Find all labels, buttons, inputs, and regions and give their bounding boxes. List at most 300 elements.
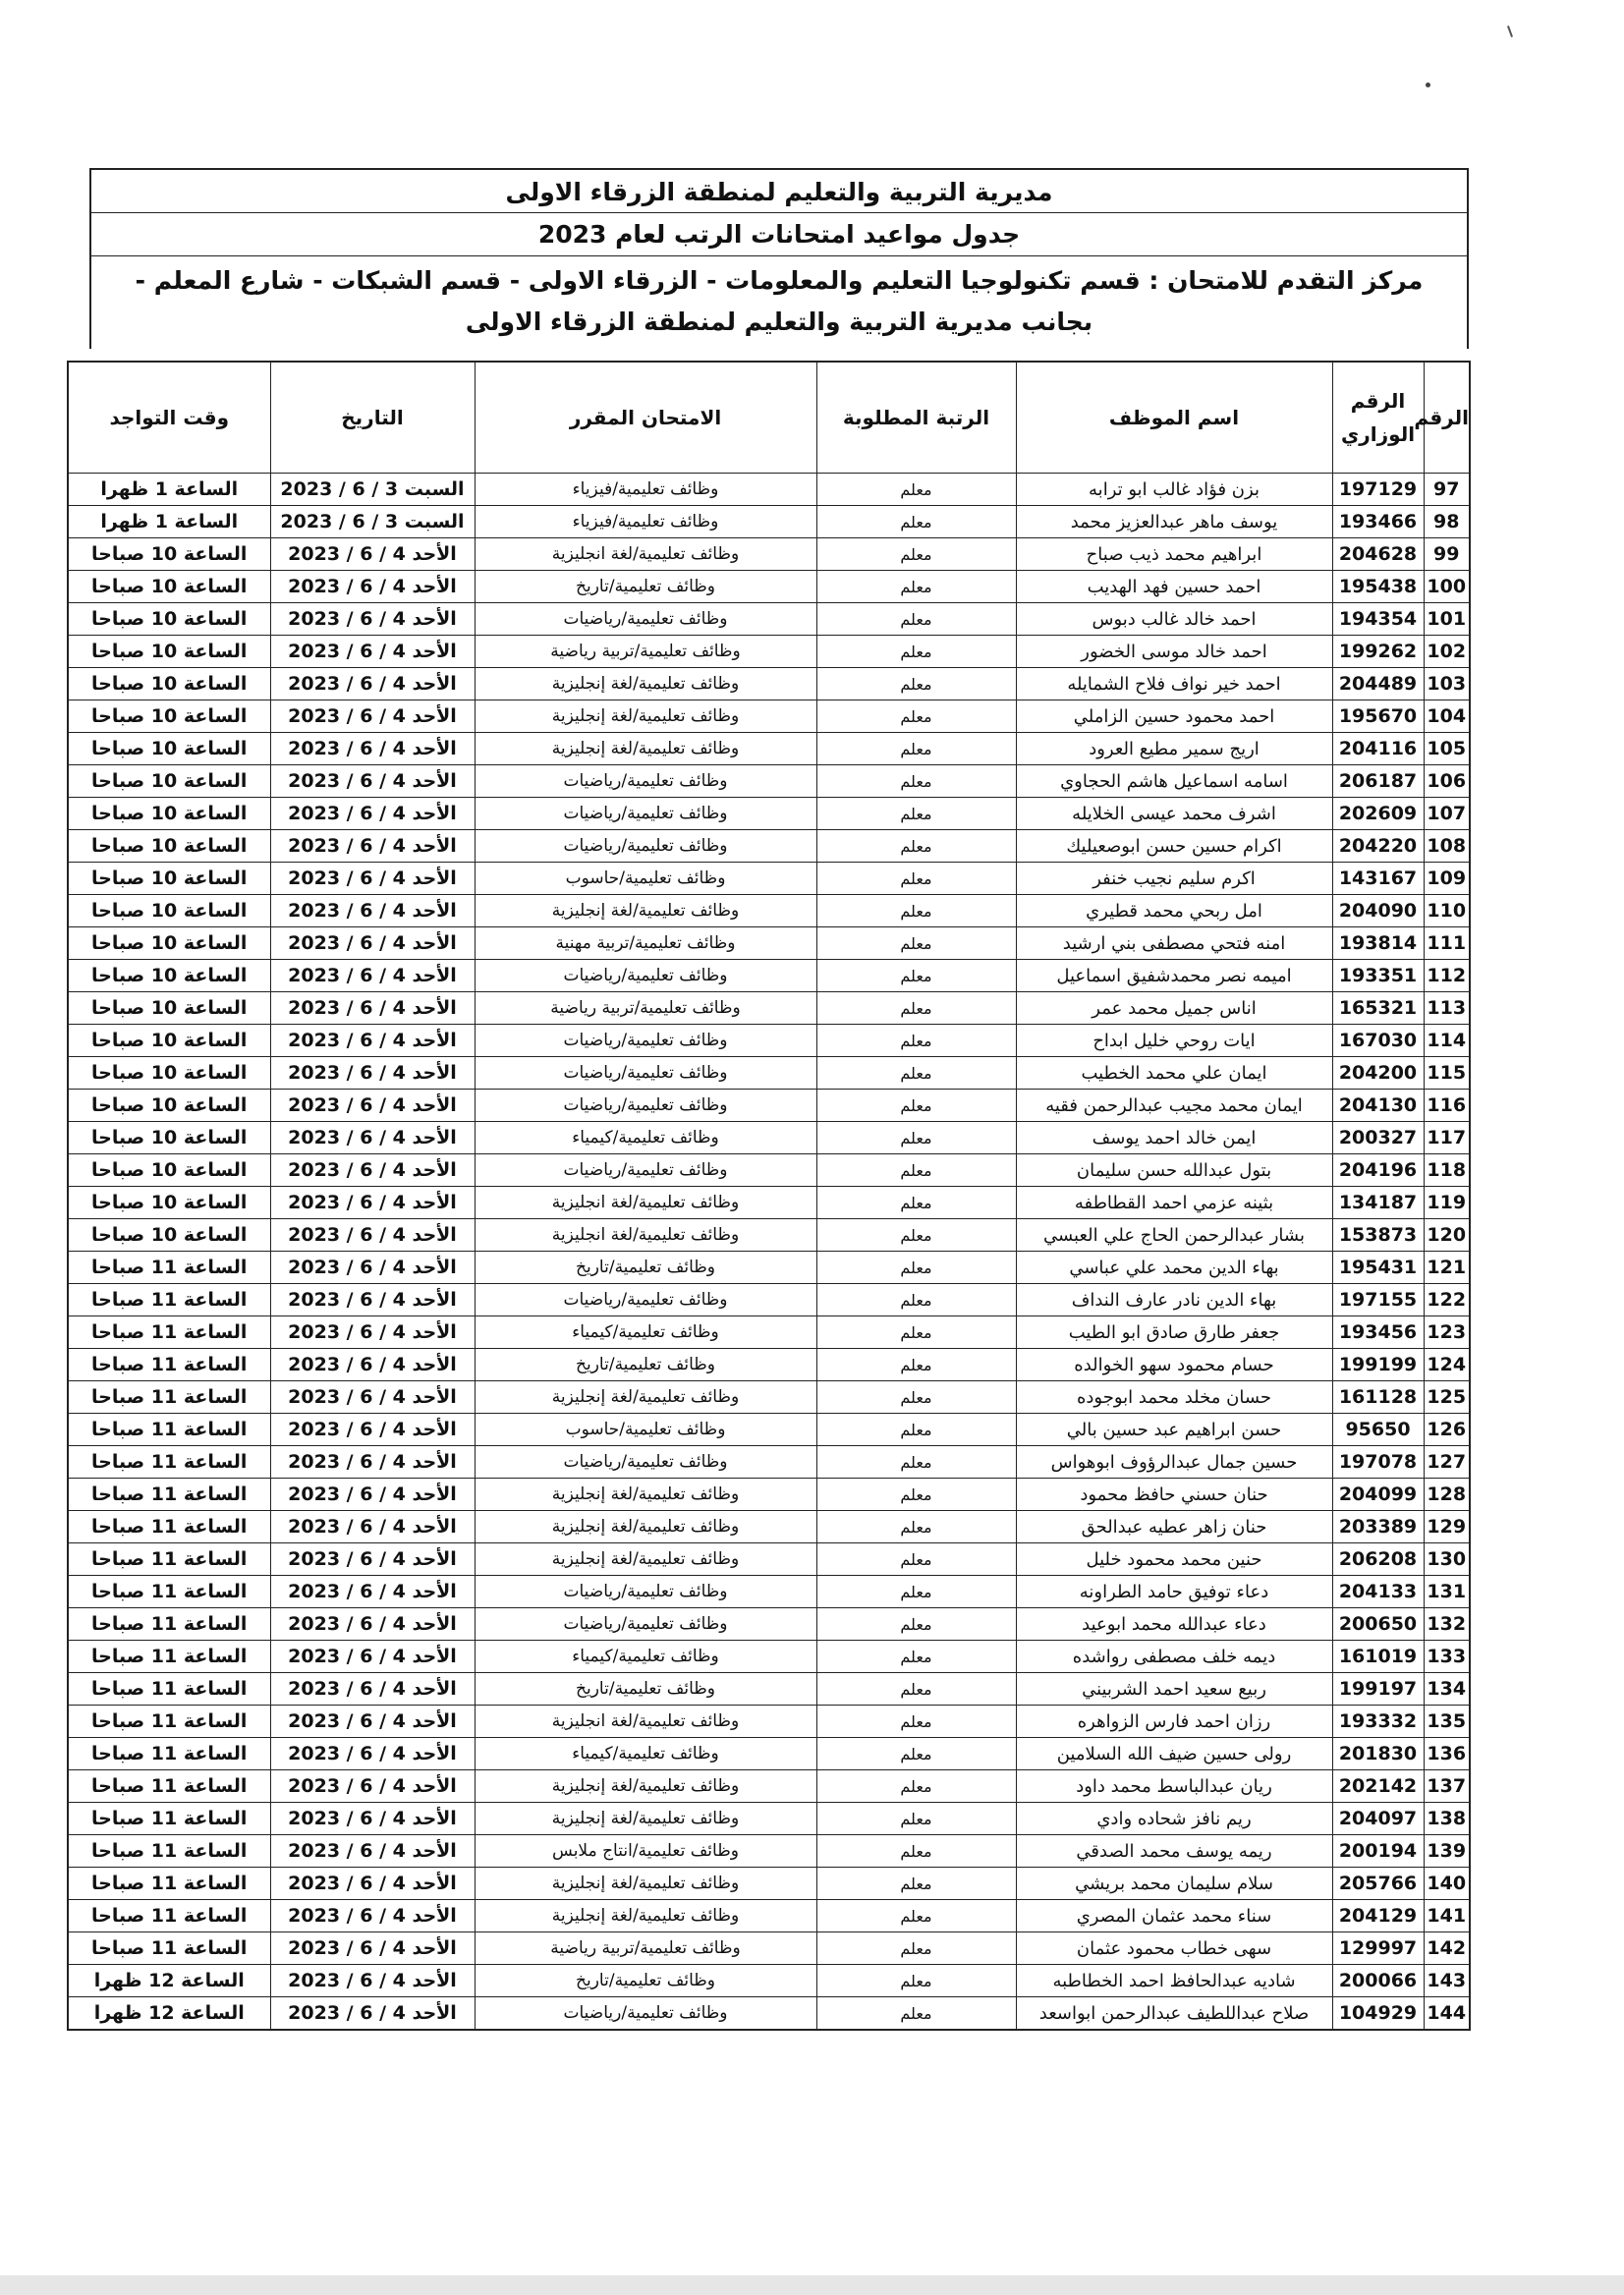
exam-date: الأحد 4 / 6 / 2023 xyxy=(270,1900,475,1932)
exam-date: الأحد 4 / 6 / 2023 xyxy=(270,798,475,830)
employee-name: احمد خير نواف فلاح الشمايله xyxy=(1016,668,1332,700)
table-row xyxy=(68,765,1470,798)
employee-name: امل ربحي محمد قطيري xyxy=(1016,895,1332,927)
scheduled-exam: وظائف تعليمية/تاريخ xyxy=(475,571,816,603)
attendance-time: الساعة 11 صباحا xyxy=(68,1316,270,1349)
row-number: 142 xyxy=(1424,1932,1470,1965)
required-rank: معلم xyxy=(816,1316,1016,1349)
employee-name: احمد خالد غالب دبوس xyxy=(1016,603,1332,636)
ministry-id: 129997 xyxy=(1332,1932,1424,1965)
ministry-id: 201830 xyxy=(1332,1738,1424,1770)
row-number: 143 xyxy=(1424,1965,1470,1997)
employee-name: حنين محمد محمود خليل xyxy=(1016,1543,1332,1576)
scheduled-exam: وظائف تعليمية/لغة إنجليزية xyxy=(475,895,816,927)
table-row xyxy=(68,1803,1470,1835)
ministry-id: 197155 xyxy=(1332,1284,1424,1316)
scheduled-exam: وظائف تعليمية/لغة انجليزية xyxy=(475,1219,816,1252)
table-row xyxy=(68,798,1470,830)
required-rank: معلم xyxy=(816,895,1016,927)
employee-name: ديمه خلف مصطفى رواشده xyxy=(1016,1641,1332,1673)
ministry-id: 195438 xyxy=(1332,571,1424,603)
scheduled-exam: وظائف تعليمية/رياضيات xyxy=(475,1608,816,1641)
row-number: 115 xyxy=(1424,1057,1470,1090)
attendance-time: الساعة 11 صباحا xyxy=(68,1284,270,1316)
attendance-time: الساعة 11 صباحا xyxy=(68,1706,270,1738)
required-rank: معلم xyxy=(816,733,1016,765)
required-rank: معلم xyxy=(816,603,1016,636)
scheduled-exam: وظائف تعليمية/لغة إنجليزية xyxy=(475,1770,816,1803)
table-row xyxy=(68,1835,1470,1868)
required-rank: معلم xyxy=(816,1284,1016,1316)
exam-date: الأحد 4 / 6 / 2023 xyxy=(270,1057,475,1090)
scheduled-exam: وظائف تعليمية/لغة إنجليزية xyxy=(475,733,816,765)
scheduled-exam: وظائف تعليمية/رياضيات xyxy=(475,1446,816,1479)
col-header-name: اسم الموظف xyxy=(1016,362,1332,474)
table-row xyxy=(68,474,1470,506)
ministry-id: 204116 xyxy=(1332,733,1424,765)
required-rank: معلم xyxy=(816,960,1016,992)
employee-name: ريمه يوسف محمد الصدقي xyxy=(1016,1835,1332,1868)
employee-name: اسامه اسماعيل هاشم الحجاوي xyxy=(1016,765,1332,798)
col-header-time: وقت التواجد xyxy=(68,362,270,474)
ministry-id: 167030 xyxy=(1332,1025,1424,1057)
table-row xyxy=(68,700,1470,733)
exam-date: الأحد 4 / 6 / 2023 xyxy=(270,636,475,668)
row-number: 107 xyxy=(1424,798,1470,830)
exam-date: الأحد 4 / 6 / 2023 xyxy=(270,1187,475,1219)
employee-name: صلاح عبداللطيف عبدالرحمن ابواسعد xyxy=(1016,1997,1332,2031)
ministry-id: 200650 xyxy=(1332,1608,1424,1641)
required-rank: معلم xyxy=(816,992,1016,1025)
employee-name: بشار عبدالرحمن الحاج علي العبسي xyxy=(1016,1219,1332,1252)
scheduled-exam: وظائف تعليمية/كيمياء xyxy=(475,1122,816,1154)
ministry-id: 205766 xyxy=(1332,1868,1424,1900)
required-rank: معلم xyxy=(816,506,1016,538)
exam-center-note: مركز التقدم للامتحان : قسم تكنولوجيا التعليم والمعلومات - الزرقاء الاولى - قسم الشبكات - شارع المعلم - بجانب مديرية التربية والتعليم لمنطقة الزرقاء الاولى xyxy=(89,256,1469,349)
ministry-id: 204133 xyxy=(1332,1576,1424,1608)
employee-name: احمد محمود حسين الزاملي xyxy=(1016,700,1332,733)
scheduled-exam: وظائف تعليمية/فيزياء xyxy=(475,474,816,506)
required-rank: معلم xyxy=(816,863,1016,895)
attendance-time: الساعة 11 صباحا xyxy=(68,1349,270,1381)
table-row xyxy=(68,1641,1470,1673)
scheduled-exam: وظائف تعليمية/رياضيات xyxy=(475,1025,816,1057)
col-header-exam: الامتحان المقرر xyxy=(475,362,816,474)
row-number: 138 xyxy=(1424,1803,1470,1835)
table-row xyxy=(68,1900,1470,1932)
scheduled-exam: وظائف تعليمية/رياضيات xyxy=(475,1576,816,1608)
scheduled-exam: وظائف تعليمية/رياضيات xyxy=(475,960,816,992)
exam-date: الأحد 4 / 6 / 2023 xyxy=(270,1738,475,1770)
required-rank: معلم xyxy=(816,1349,1016,1381)
required-rank: معلم xyxy=(816,1868,1016,1900)
table-row xyxy=(68,636,1470,668)
scheduled-exam: وظائف تعليمية/لغة انجليزية xyxy=(475,1187,816,1219)
table-row xyxy=(68,1738,1470,1770)
exam-date: الأحد 4 / 6 / 2023 xyxy=(270,1511,475,1543)
ministry-id: 193466 xyxy=(1332,506,1424,538)
table-row xyxy=(68,1316,1470,1349)
scheduled-exam: وظائف تعليمية/رياضيات xyxy=(475,1154,816,1187)
scheduled-exam: وظائف تعليمية/لغة إنجليزية xyxy=(475,1543,816,1576)
attendance-time: الساعة 11 صباحا xyxy=(68,1446,270,1479)
attendance-time: الساعة 10 صباحا xyxy=(68,1090,270,1122)
exam-date: الأحد 4 / 6 / 2023 xyxy=(270,1479,475,1511)
row-number: 106 xyxy=(1424,765,1470,798)
table-row xyxy=(68,603,1470,636)
ministry-id: 200327 xyxy=(1332,1122,1424,1154)
table-row xyxy=(68,1219,1470,1252)
ministry-id: 204196 xyxy=(1332,1154,1424,1187)
row-number: 135 xyxy=(1424,1706,1470,1738)
scan-footer-band xyxy=(0,2275,1624,2295)
employee-name: اكرم سليم نجيب خنفر xyxy=(1016,863,1332,895)
exam-date: الأحد 4 / 6 / 2023 xyxy=(270,1025,475,1057)
ministry-id: 199199 xyxy=(1332,1349,1424,1381)
scheduled-exam: وظائف تعليمية/لغة إنجليزية xyxy=(475,1479,816,1511)
row-number: 119 xyxy=(1424,1187,1470,1219)
table-row xyxy=(68,538,1470,571)
employee-name: بتول عبدالله حسن سليمان xyxy=(1016,1154,1332,1187)
exam-date: الأحد 4 / 6 / 2023 xyxy=(270,1641,475,1673)
table-row xyxy=(68,1932,1470,1965)
attendance-time: الساعة 10 صباحا xyxy=(68,1154,270,1187)
scheduled-exam: وظائف تعليمية/رياضيات xyxy=(475,798,816,830)
required-rank: معلم xyxy=(816,1414,1016,1446)
scheduled-exam: وظائف تعليمية/رياضيات xyxy=(475,1997,816,2031)
row-number: 127 xyxy=(1424,1446,1470,1479)
required-rank: معلم xyxy=(816,765,1016,798)
attendance-time: الساعة 11 صباحا xyxy=(68,1414,270,1446)
scheduled-exam: وظائف تعليمية/تاريخ xyxy=(475,1252,816,1284)
table-row xyxy=(68,506,1470,538)
exam-date: الأحد 4 / 6 / 2023 xyxy=(270,1316,475,1349)
exam-date: الأحد 4 / 6 / 2023 xyxy=(270,571,475,603)
scheduled-exam: وظائف تعليمية/تربية رياضية xyxy=(475,992,816,1025)
schedule-table xyxy=(67,361,1471,2031)
attendance-time: الساعة 10 صباحا xyxy=(68,571,270,603)
exam-date: الأحد 4 / 6 / 2023 xyxy=(270,1349,475,1381)
required-rank: معلم xyxy=(816,571,1016,603)
row-number: 140 xyxy=(1424,1868,1470,1900)
scheduled-exam: وظائف تعليمية/لغة انجليزية xyxy=(475,1706,816,1738)
scheduled-exam: وظائف تعليمية/كيمياء xyxy=(475,1641,816,1673)
attendance-time: الساعة 10 صباحا xyxy=(68,668,270,700)
attendance-time: الساعة 11 صباحا xyxy=(68,1770,270,1803)
employee-name: ربيع سعيد احمد الشربيني xyxy=(1016,1673,1332,1706)
required-rank: معلم xyxy=(816,1187,1016,1219)
required-rank: معلم xyxy=(816,1932,1016,1965)
table-row xyxy=(68,1284,1470,1316)
ministry-id: 202142 xyxy=(1332,1770,1424,1803)
row-number: 136 xyxy=(1424,1738,1470,1770)
ministry-id: 204220 xyxy=(1332,830,1424,863)
ministry-id: 204130 xyxy=(1332,1090,1424,1122)
employee-name: سهى خطاب محمود عثمان xyxy=(1016,1932,1332,1965)
ministry-id: 204628 xyxy=(1332,538,1424,571)
employee-name: حسام محمود سهو الخوالده xyxy=(1016,1349,1332,1381)
attendance-time: الساعة 10 صباحا xyxy=(68,1219,270,1252)
scheduled-exam: وظائف تعليمية/حاسوب xyxy=(475,1414,816,1446)
ministry-id: 204200 xyxy=(1332,1057,1424,1090)
attendance-time: الساعة 11 صباحا xyxy=(68,1576,270,1608)
employee-name: يوسف ماهر عبدالعزيز محمد xyxy=(1016,506,1332,538)
row-number: 144 xyxy=(1424,1997,1470,2031)
attendance-time: الساعة 10 صباحا xyxy=(68,765,270,798)
required-rank: معلم xyxy=(816,1803,1016,1835)
required-rank: معلم xyxy=(816,668,1016,700)
required-rank: معلم xyxy=(816,1090,1016,1122)
required-rank: معلم xyxy=(816,798,1016,830)
attendance-time: الساعة 10 صباحا xyxy=(68,863,270,895)
employee-name: اميمه نصر محمدشفيق اسماعيل xyxy=(1016,960,1332,992)
employee-name: بهاء الدين محمد علي عباسي xyxy=(1016,1252,1332,1284)
employee-name: امنه فتحي مصطفى بني ارشيد xyxy=(1016,927,1332,960)
row-number: 125 xyxy=(1424,1381,1470,1414)
row-number: 99 xyxy=(1424,538,1470,571)
ministry-id: 206208 xyxy=(1332,1543,1424,1576)
scheduled-exam: وظائف تعليمية/تاريخ xyxy=(475,1673,816,1706)
table-row xyxy=(68,1608,1470,1641)
ministry-id: 134187 xyxy=(1332,1187,1424,1219)
required-rank: معلم xyxy=(816,538,1016,571)
employee-name: سناء محمد عثمان المصري xyxy=(1016,1900,1332,1932)
row-number: 141 xyxy=(1424,1900,1470,1932)
table-row xyxy=(68,1414,1470,1446)
row-number: 101 xyxy=(1424,603,1470,636)
attendance-time: الساعة 11 صباحا xyxy=(68,1738,270,1770)
attendance-time: الساعة 11 صباحا xyxy=(68,1835,270,1868)
required-rank: معلم xyxy=(816,1381,1016,1414)
row-number: 126 xyxy=(1424,1414,1470,1446)
required-rank: معلم xyxy=(816,1122,1016,1154)
table-row xyxy=(68,1965,1470,1997)
table-row xyxy=(68,1381,1470,1414)
row-number: 103 xyxy=(1424,668,1470,700)
attendance-time: الساعة 10 صباحا xyxy=(68,927,270,960)
required-rank: معلم xyxy=(816,474,1016,506)
employee-name: سلام سليمان محمد بريشي xyxy=(1016,1868,1332,1900)
table-row xyxy=(68,1187,1470,1219)
attendance-time: الساعة 11 صباحا xyxy=(68,1479,270,1511)
required-rank: معلم xyxy=(816,1965,1016,1997)
row-number: 117 xyxy=(1424,1122,1470,1154)
scheduled-exam: وظائف تعليمية/رياضيات xyxy=(475,765,816,798)
exam-date: الأحد 4 / 6 / 2023 xyxy=(270,830,475,863)
ministry-id: 95650 xyxy=(1332,1414,1424,1446)
table-row xyxy=(68,1252,1470,1284)
schedule-title: جدول مواعيد امتحانات الرتب لعام 2023 xyxy=(89,213,1469,256)
attendance-time: الساعة 1 ظهرا xyxy=(68,506,270,538)
scheduled-exam: وظائف تعليمية/لغة إنجليزية xyxy=(475,1900,816,1932)
attendance-time: الساعة 11 صباحا xyxy=(68,1608,270,1641)
ministry-id: 199262 xyxy=(1332,636,1424,668)
employee-name: ايات روحي خليل ابداح xyxy=(1016,1025,1332,1057)
exam-date: الأحد 4 / 6 / 2023 xyxy=(270,1835,475,1868)
required-rank: معلم xyxy=(816,1543,1016,1576)
ministry-id: 203389 xyxy=(1332,1511,1424,1543)
ministry-id: 204090 xyxy=(1332,895,1424,927)
table-row xyxy=(68,927,1470,960)
attendance-time: الساعة 10 صباحا xyxy=(68,603,270,636)
required-rank: معلم xyxy=(816,1706,1016,1738)
required-rank: معلم xyxy=(816,1576,1016,1608)
required-rank: معلم xyxy=(816,1835,1016,1868)
table-row xyxy=(68,1997,1470,2031)
exam-date: الأحد 4 / 6 / 2023 xyxy=(270,1608,475,1641)
scheduled-exam: وظائف تعليمية/فيزياء xyxy=(475,506,816,538)
required-rank: معلم xyxy=(816,1673,1016,1706)
row-number: 120 xyxy=(1424,1219,1470,1252)
scan-mark xyxy=(1507,26,1513,37)
employee-name: حسين جمال عبدالرؤوف ابوهواس xyxy=(1016,1446,1332,1479)
ministry-id: 104929 xyxy=(1332,1997,1424,2031)
ministry-id: 153873 xyxy=(1332,1219,1424,1252)
scheduled-exam: وظائف تعليمية/رياضيات xyxy=(475,603,816,636)
scheduled-exam: وظائف تعليمية/لغة إنجليزية xyxy=(475,1868,816,1900)
exam-date: الأحد 4 / 6 / 2023 xyxy=(270,1252,475,1284)
employee-name: بثينه عزمي احمد القطاطفه xyxy=(1016,1187,1332,1219)
col-header-rank: الرتبة المطلوبة xyxy=(816,362,1016,474)
attendance-time: الساعة 11 صباحا xyxy=(68,1252,270,1284)
scheduled-exam: وظائف تعليمية/تاريخ xyxy=(475,1349,816,1381)
employee-name: ابراهيم محمد ذيب صباح xyxy=(1016,538,1332,571)
required-rank: معلم xyxy=(816,1479,1016,1511)
employee-name: ريم نافز شحاده وادي xyxy=(1016,1803,1332,1835)
ministry-id: 143167 xyxy=(1332,863,1424,895)
employee-name: شاديه عبدالحافظ احمد الخطاطبه xyxy=(1016,1965,1332,1997)
exam-date: الأحد 4 / 6 / 2023 xyxy=(270,1576,475,1608)
employee-name: اريج سمير مطيع العرود xyxy=(1016,733,1332,765)
exam-date: الأحد 4 / 6 / 2023 xyxy=(270,960,475,992)
scheduled-exam: وظائف تعليمية/تربية رياضية xyxy=(475,636,816,668)
row-number: 110 xyxy=(1424,895,1470,927)
table-row xyxy=(68,1446,1470,1479)
attendance-time: الساعة 11 صباحا xyxy=(68,1900,270,1932)
exam-date: الأحد 4 / 6 / 2023 xyxy=(270,1543,475,1576)
scheduled-exam: وظائف تعليمية/رياضيات xyxy=(475,1090,816,1122)
row-number: 105 xyxy=(1424,733,1470,765)
scheduled-exam: وظائف تعليمية/رياضيات xyxy=(475,1284,816,1316)
col-header-ministry-id: الرقم الوزاري xyxy=(1332,362,1424,474)
row-number: 124 xyxy=(1424,1349,1470,1381)
ministry-id: 204129 xyxy=(1332,1900,1424,1932)
required-rank: معلم xyxy=(816,1025,1016,1057)
table-row xyxy=(68,668,1470,700)
exam-date: الأحد 4 / 6 / 2023 xyxy=(270,1706,475,1738)
ministry-id: 200066 xyxy=(1332,1965,1424,1997)
exam-date: الأحد 4 / 6 / 2023 xyxy=(270,603,475,636)
exam-date: الأحد 4 / 6 / 2023 xyxy=(270,538,475,571)
attendance-time: الساعة 10 صباحا xyxy=(68,798,270,830)
employee-name: ريان عبدالباسط محمد داود xyxy=(1016,1770,1332,1803)
scheduled-exam: وظائف تعليمية/انتاج ملابس xyxy=(475,1835,816,1868)
ministry-id: 193456 xyxy=(1332,1316,1424,1349)
attendance-time: الساعة 10 صباحا xyxy=(68,1187,270,1219)
required-rank: معلم xyxy=(816,1511,1016,1543)
table-row xyxy=(68,1543,1470,1576)
exam-date: الأحد 4 / 6 / 2023 xyxy=(270,1803,475,1835)
employee-name: اكرام حسين حسن ابوصعيليك xyxy=(1016,830,1332,863)
employee-name: حسن ابراهيم عبد حسين بالي xyxy=(1016,1414,1332,1446)
exam-date: الأحد 4 / 6 / 2023 xyxy=(270,700,475,733)
attendance-time: الساعة 10 صباحا xyxy=(68,1057,270,1090)
row-number: 123 xyxy=(1424,1316,1470,1349)
table-header-row xyxy=(68,362,1470,474)
required-rank: معلم xyxy=(816,1608,1016,1641)
employee-name: رولى حسين ضيف الله السلامين xyxy=(1016,1738,1332,1770)
ministry-id: 197129 xyxy=(1332,474,1424,506)
row-number: 108 xyxy=(1424,830,1470,863)
attendance-time: الساعة 11 صباحا xyxy=(68,1543,270,1576)
row-number: 102 xyxy=(1424,636,1470,668)
required-rank: معلم xyxy=(816,636,1016,668)
exam-date: الأحد 4 / 6 / 2023 xyxy=(270,1770,475,1803)
table-row xyxy=(68,1057,1470,1090)
ministry-id: 204489 xyxy=(1332,668,1424,700)
attendance-time: الساعة 10 صباحا xyxy=(68,830,270,863)
row-number: 98 xyxy=(1424,506,1470,538)
employee-name: جعفر طارق صادق ابو الطيب xyxy=(1016,1316,1332,1349)
exam-date: الأحد 4 / 6 / 2023 xyxy=(270,895,475,927)
employee-name: بهاء الدين نادر عارف النداف xyxy=(1016,1284,1332,1316)
attendance-time: الساعة 10 صباحا xyxy=(68,538,270,571)
table-row xyxy=(68,992,1470,1025)
row-number: 137 xyxy=(1424,1770,1470,1803)
scheduled-exam: وظائف تعليمية/تاريخ xyxy=(475,1965,816,1997)
employee-name: حسان مخلد محمد ابوجوده xyxy=(1016,1381,1332,1414)
employee-name: ايمان محمد مجيب عبدالرحمن فقيه xyxy=(1016,1090,1332,1122)
exam-date: الأحد 4 / 6 / 2023 xyxy=(270,1868,475,1900)
row-number: 130 xyxy=(1424,1543,1470,1576)
exam-date: الأحد 4 / 6 / 2023 xyxy=(270,1154,475,1187)
ministry-id: 161128 xyxy=(1332,1381,1424,1414)
directorate-title: مديرية التربية والتعليم لمنطقة الزرقاء الاولى xyxy=(89,168,1469,213)
attendance-time: الساعة 10 صباحا xyxy=(68,1122,270,1154)
ministry-id: 204097 xyxy=(1332,1803,1424,1835)
table-row xyxy=(68,1511,1470,1543)
employee-name: احمد خالد موسى الخضور xyxy=(1016,636,1332,668)
employee-name: دعاء عبدالله محمد ابوعيد xyxy=(1016,1608,1332,1641)
attendance-time: الساعة 12 ظهرا xyxy=(68,1997,270,2031)
required-rank: معلم xyxy=(816,1900,1016,1932)
attendance-time: الساعة 10 صباحا xyxy=(68,636,270,668)
table-row xyxy=(68,1706,1470,1738)
exam-date: الأحد 4 / 6 / 2023 xyxy=(270,863,475,895)
ministry-id: 194354 xyxy=(1332,603,1424,636)
row-number: 139 xyxy=(1424,1835,1470,1868)
ministry-id: 197078 xyxy=(1332,1446,1424,1479)
table-row xyxy=(68,1090,1470,1122)
table-row xyxy=(68,1576,1470,1608)
table-row xyxy=(68,1154,1470,1187)
attendance-time: الساعة 12 ظهرا xyxy=(68,1965,270,1997)
col-header-date: التاريخ xyxy=(270,362,475,474)
scheduled-exam: وظائف تعليمية/تربية رياضية xyxy=(475,1932,816,1965)
table-row xyxy=(68,571,1470,603)
scheduled-exam: وظائف تعليمية/كيمياء xyxy=(475,1316,816,1349)
scheduled-exam: وظائف تعليمية/رياضيات xyxy=(475,1057,816,1090)
ministry-id: 161019 xyxy=(1332,1641,1424,1673)
ministry-id: 193332 xyxy=(1332,1706,1424,1738)
exam-date: الأحد 4 / 6 / 2023 xyxy=(270,1122,475,1154)
table-row xyxy=(68,863,1470,895)
exam-date: السبت 3 / 6 / 2023 xyxy=(270,506,475,538)
ministry-id: 195670 xyxy=(1332,700,1424,733)
row-number: 132 xyxy=(1424,1608,1470,1641)
col-header-no: الرقم xyxy=(1424,362,1470,474)
employee-name: اناس جميل محمد عمر xyxy=(1016,992,1332,1025)
